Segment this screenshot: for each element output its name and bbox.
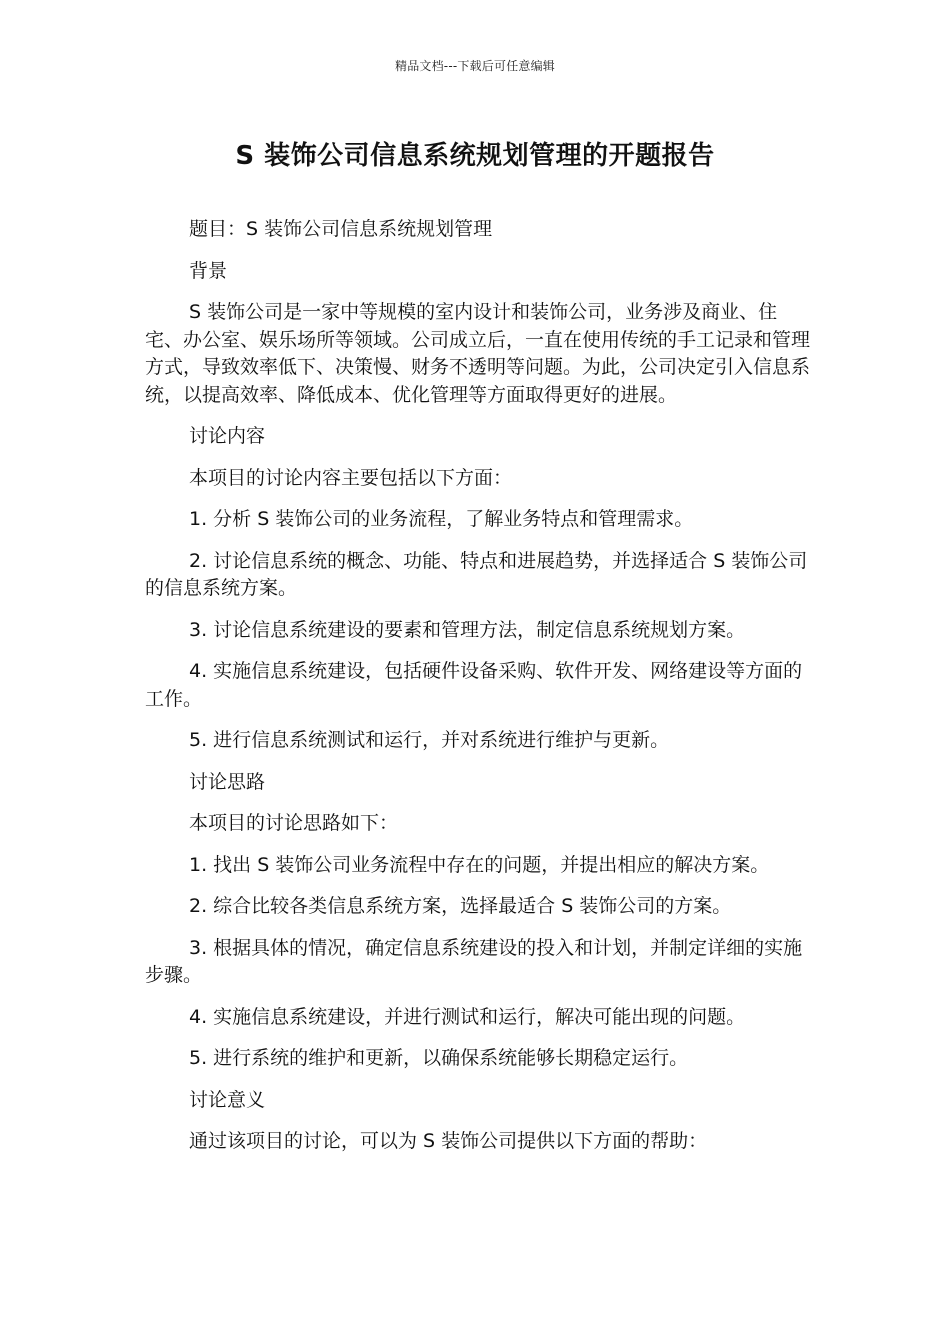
list-item: 4. 实施信息系统建设，并进行测试和运行，解决可能出现的问题。: [189, 1005, 746, 1028]
heading-discussion-approach: 讨论思路: [189, 770, 266, 793]
paragraph-content-intro: 本项目的讨论内容主要包括以下方面：: [189, 466, 513, 489]
document-body: [145, 216, 810, 1170]
list-item: 2. 讨论信息系统的概念、功能、特点和进展趋势，并选择适合 S 装饰公司的信息系统方案。: [145, 549, 808, 599]
paragraph-significance-intro: 通过该项目的讨论，可以为 S 装饰公司提供以下方面的帮助：: [189, 1130, 708, 1152]
list-item: 1. 找出 S 装饰公司业务流程中存在的问题，并提出相应的解决方案。: [189, 853, 770, 876]
list-item: 1. 分析 S 装饰公司的业务流程，了解业务特点和管理需求。: [189, 508, 694, 530]
paragraph-topic: 题目：S 装饰公司信息系统规划管理: [189, 218, 493, 240]
heading-significance: 讨论意义: [189, 1088, 266, 1111]
heading-background: 背景: [189, 259, 228, 282]
list-item: 2. 综合比较各类信息系统方案，选择最适合 S 装饰公司的方案。: [189, 895, 732, 917]
paragraph-background: S 装饰公司是一家中等规模的室内设计和装饰公司，业务涉及商业、住宅、办公室、娱乐场所等领域。公司成立后，一直在使用传统的手工记录和管理方式，导致效率低下、决策慢、财务不透明等问题。为此，公司决定引入信息系统，以提高效率、降低成本、优化管理等方面取得更好的进展。: [145, 301, 811, 406]
list-item: 3. 根据具体的情况，确定信息系统建设的投入和计划，并制定详细的实施步骤。: [145, 936, 803, 986]
list-item: 5. 进行系统的维护和更新，以确保系统能够长期稳定运行。: [189, 1047, 689, 1069]
list-item: 3. 讨论信息系统建设的要素和管理方法，制定信息系统规划方案。: [189, 618, 746, 641]
list-item: 5. 进行信息系统测试和运行，并对系统进行维护与更新。: [189, 729, 670, 751]
header-note: 精品文档---下载后可任意编辑: [395, 59, 555, 73]
paragraph-approach-intro: 本项目的讨论思路如下：: [189, 812, 399, 834]
heading-discussion-content: 讨论内容: [189, 425, 266, 447]
list-item: 4. 实施信息系统建设，包括硬件设备采购、软件开发、网络建设等方面的工作。: [145, 660, 803, 710]
document-title: S 装饰公司信息系统规划管理的开题报告: [235, 141, 715, 171]
